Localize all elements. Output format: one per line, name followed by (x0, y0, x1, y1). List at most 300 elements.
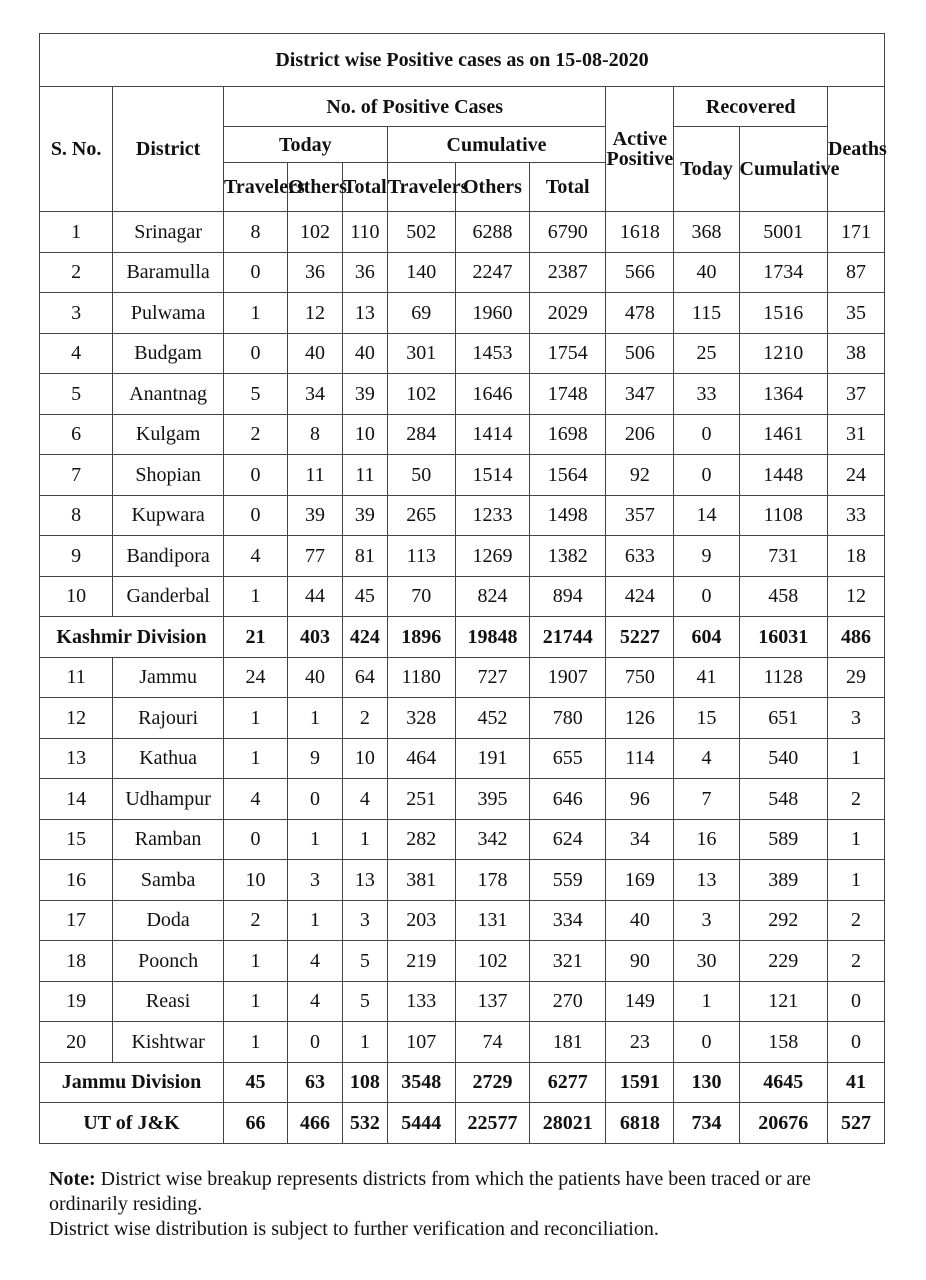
table-row (40, 495, 885, 536)
table-row (40, 576, 885, 617)
cell-active-positive: 506 (606, 333, 674, 374)
cell-recovered-cumulative: 651 (739, 698, 827, 739)
cell-recovered-today: 40 (674, 252, 739, 293)
cell-today-others: 44 (288, 576, 343, 617)
cell-deaths: 1 (827, 819, 884, 860)
cell-active-positive: 566 (606, 252, 674, 293)
cell-today-others: 8 (288, 414, 343, 455)
cell-today-total: 5 (342, 941, 387, 982)
cell-district: Ganderbal (113, 576, 224, 617)
cell-district: Pulwama (113, 293, 224, 334)
cell-cum-total: 2387 (530, 252, 606, 293)
cell-recovered-today: 1 (674, 981, 739, 1022)
cell-cum-total: 780 (530, 698, 606, 739)
cell-cum-others: 1269 (455, 536, 529, 577)
header-recovered: Recovered (674, 87, 828, 127)
table-row (40, 981, 885, 1022)
cell-deaths: 2 (827, 941, 884, 982)
cell-cum-others: 178 (455, 860, 529, 901)
header-recovered-today: Today (674, 127, 739, 212)
cell-today-travelers: 1 (224, 738, 288, 779)
cell-today-others: 11 (288, 455, 343, 496)
cell-cum-travelers: 1896 (387, 617, 455, 658)
table-row (40, 536, 885, 577)
cell-recovered-cumulative: 229 (739, 941, 827, 982)
kashmir-division-row (40, 617, 885, 658)
cell-district: Samba (113, 860, 224, 901)
cell-today-travelers: 10 (224, 860, 288, 901)
cell-today-travelers: 1 (224, 941, 288, 982)
cell-cum-total: 181 (530, 1022, 606, 1063)
cell-active-positive: 169 (606, 860, 674, 901)
cell-today-total: 45 (342, 576, 387, 617)
cell-today-travelers: 0 (224, 333, 288, 374)
table-row (40, 252, 885, 293)
cell-today-others: 4 (288, 941, 343, 982)
cell-district: Anantnag (113, 374, 224, 415)
cell-district: Ramban (113, 819, 224, 860)
cell-today-travelers: 4 (224, 536, 288, 577)
cell-recovered-cumulative: 458 (739, 576, 827, 617)
cell-cum-others: 2729 (455, 1062, 529, 1103)
table-row (40, 414, 885, 455)
cell-cum-total: 646 (530, 779, 606, 820)
cell-district: Baramulla (113, 252, 224, 293)
cell-today-total: 39 (342, 374, 387, 415)
cell-sno: 10 (40, 576, 113, 617)
cell-today-total: 2 (342, 698, 387, 739)
table-row (40, 455, 885, 496)
table-row (40, 374, 885, 415)
cell-cum-total: 894 (530, 576, 606, 617)
cell-recovered-today: 0 (674, 1022, 739, 1063)
cell-deaths: 2 (827, 779, 884, 820)
cell-cum-travelers: 219 (387, 941, 455, 982)
cell-recovered-today: 16 (674, 819, 739, 860)
cell-active-positive: 149 (606, 981, 674, 1022)
cell-cum-others: 1646 (455, 374, 529, 415)
cell-deaths: 24 (827, 455, 884, 496)
cell-recovered-today: 15 (674, 698, 739, 739)
cell-cum-travelers: 282 (387, 819, 455, 860)
cell-today-total: 13 (342, 293, 387, 334)
cell-district: Jammu (113, 657, 224, 698)
cell-recovered-today: 4 (674, 738, 739, 779)
cell-deaths: 87 (827, 252, 884, 293)
cell-today-others: 1 (288, 819, 343, 860)
cell-deaths: 1 (827, 860, 884, 901)
cell-today-travelers: 66 (224, 1103, 288, 1144)
table-row (40, 819, 885, 860)
cell-today-others: 34 (288, 374, 343, 415)
header-cumulative: Cumulative (387, 127, 606, 163)
cell-district: Kathua (113, 738, 224, 779)
cell-deaths: 0 (827, 1022, 884, 1063)
cell-sno: 19 (40, 981, 113, 1022)
cell-active-positive: 92 (606, 455, 674, 496)
cell-active-positive: 96 (606, 779, 674, 820)
cell-cum-others: 6288 (455, 212, 529, 253)
cell-cum-travelers: 5444 (387, 1103, 455, 1144)
cell-today-travelers: 1 (224, 1022, 288, 1063)
cell-cum-travelers: 70 (387, 576, 455, 617)
cell-district: Shopian (113, 455, 224, 496)
cell-today-total: 10 (342, 414, 387, 455)
cell-deaths: 1 (827, 738, 884, 779)
cell-recovered-cumulative: 1128 (739, 657, 827, 698)
cell-sno: 9 (40, 536, 113, 577)
cell-cum-travelers: 140 (387, 252, 455, 293)
cell-deaths: 35 (827, 293, 884, 334)
cell-today-others: 77 (288, 536, 343, 577)
cell-cum-travelers: 381 (387, 860, 455, 901)
cell-today-travelers: 4 (224, 779, 288, 820)
cell-today-travelers: 2 (224, 414, 288, 455)
cell-recovered-today: 604 (674, 617, 739, 658)
note-line-1 (49, 1167, 889, 1217)
cell-recovered-cumulative: 158 (739, 1022, 827, 1063)
cell-active-positive: 1618 (606, 212, 674, 253)
cell-deaths: 31 (827, 414, 884, 455)
cell-recovered-cumulative: 548 (739, 779, 827, 820)
cell-today-others: 403 (288, 617, 343, 658)
cell-recovered-cumulative: 5001 (739, 212, 827, 253)
cell-cum-total: 334 (530, 900, 606, 941)
table-row (40, 941, 885, 982)
cell-recovered-today: 734 (674, 1103, 739, 1144)
cell-recovered-today: 41 (674, 657, 739, 698)
cell-cum-total: 6790 (530, 212, 606, 253)
cell-sno: 8 (40, 495, 113, 536)
cell-deaths: 527 (827, 1103, 884, 1144)
cell-today-others: 466 (288, 1103, 343, 1144)
cell-active-positive: 357 (606, 495, 674, 536)
cell-recovered-cumulative: 589 (739, 819, 827, 860)
cell-sno: 18 (40, 941, 113, 982)
cell-recovered-today: 130 (674, 1062, 739, 1103)
cell-today-travelers: 1 (224, 576, 288, 617)
cell-cum-others: 342 (455, 819, 529, 860)
cell-active-positive: 750 (606, 657, 674, 698)
cell-sno: 12 (40, 698, 113, 739)
cell-cum-travelers: 113 (387, 536, 455, 577)
header-district: District (113, 87, 224, 212)
cell-label: Kashmir Division (40, 617, 224, 658)
cell-today-others: 3 (288, 860, 343, 901)
cell-recovered-cumulative: 731 (739, 536, 827, 577)
cell-sno: 3 (40, 293, 113, 334)
header-deaths: Deaths (827, 87, 884, 212)
cell-cum-total: 1754 (530, 333, 606, 374)
cell-today-total: 1 (342, 1022, 387, 1063)
cell-today-travelers: 0 (224, 495, 288, 536)
cell-today-others: 0 (288, 779, 343, 820)
cell-district: Budgam (113, 333, 224, 374)
cell-deaths: 0 (827, 981, 884, 1022)
cell-today-total: 36 (342, 252, 387, 293)
cell-district: Udhampur (113, 779, 224, 820)
cell-today-total: 4 (342, 779, 387, 820)
header-cum-total: Total (530, 163, 606, 212)
cell-active-positive: 6818 (606, 1103, 674, 1144)
cell-active-positive: 34 (606, 819, 674, 860)
cell-cum-others: 727 (455, 657, 529, 698)
cell-active-positive: 90 (606, 941, 674, 982)
header-positive-cases: No. of Positive Cases (224, 87, 606, 127)
table-title: District wise Positive cases as on 15-08-2020 (40, 34, 885, 87)
cell-active-positive: 206 (606, 414, 674, 455)
cell-today-total: 39 (342, 495, 387, 536)
cell-sno: 4 (40, 333, 113, 374)
cell-cum-travelers: 3548 (387, 1062, 455, 1103)
cell-today-travelers: 5 (224, 374, 288, 415)
table-row (40, 1022, 885, 1063)
cell-today-travelers: 24 (224, 657, 288, 698)
cell-sno: 11 (40, 657, 113, 698)
cell-deaths: 37 (827, 374, 884, 415)
cell-district: Reasi (113, 981, 224, 1022)
cell-cum-others: 19848 (455, 617, 529, 658)
cell-active-positive: 633 (606, 536, 674, 577)
cases-table (39, 33, 885, 1144)
cell-today-total: 424 (342, 617, 387, 658)
cell-cum-others: 22577 (455, 1103, 529, 1144)
cell-deaths: 38 (827, 333, 884, 374)
header-today-total: Total (342, 163, 387, 212)
cell-today-others: 1 (288, 900, 343, 941)
cell-today-others: 63 (288, 1062, 343, 1103)
header-active-positive: Active Positive (606, 87, 674, 212)
cell-sno: 1 (40, 212, 113, 253)
cell-cum-travelers: 502 (387, 212, 455, 253)
cell-cum-travelers: 464 (387, 738, 455, 779)
cell-recovered-today: 368 (674, 212, 739, 253)
cell-district: Kulgam (113, 414, 224, 455)
cell-today-others: 39 (288, 495, 343, 536)
cell-today-total: 3 (342, 900, 387, 941)
cell-active-positive: 5227 (606, 617, 674, 658)
cell-recovered-cumulative: 1210 (739, 333, 827, 374)
cell-sno: 2 (40, 252, 113, 293)
cell-cum-others: 2247 (455, 252, 529, 293)
cell-recovered-cumulative: 1516 (739, 293, 827, 334)
cell-today-travelers: 2 (224, 900, 288, 941)
cell-recovered-cumulative: 1734 (739, 252, 827, 293)
cell-cum-total: 270 (530, 981, 606, 1022)
cell-today-others: 40 (288, 333, 343, 374)
cell-sno: 15 (40, 819, 113, 860)
cell-recovered-cumulative: 389 (739, 860, 827, 901)
note-line-2: District wise distribution is subject to further verification and reconciliation. (49, 1218, 659, 1240)
cell-today-others: 40 (288, 657, 343, 698)
cell-deaths: 41 (827, 1062, 884, 1103)
cell-active-positive: 478 (606, 293, 674, 334)
cell-cum-travelers: 69 (387, 293, 455, 334)
cell-today-travelers: 1 (224, 981, 288, 1022)
cell-recovered-today: 115 (674, 293, 739, 334)
cell-today-total: 5 (342, 981, 387, 1022)
cell-recovered-today: 0 (674, 455, 739, 496)
cell-today-total: 110 (342, 212, 387, 253)
header-today-travelers: Travelers (224, 163, 288, 212)
cell-today-total: 10 (342, 738, 387, 779)
cell-today-travelers: 45 (224, 1062, 288, 1103)
table-row (40, 900, 885, 941)
cell-cum-total: 1382 (530, 536, 606, 577)
cell-sno: 16 (40, 860, 113, 901)
cell-district: Kishtwar (113, 1022, 224, 1063)
cell-today-travelers: 21 (224, 617, 288, 658)
cell-recovered-today: 33 (674, 374, 739, 415)
cell-active-positive: 40 (606, 900, 674, 941)
cell-today-others: 9 (288, 738, 343, 779)
cell-recovered-today: 7 (674, 779, 739, 820)
cell-cum-others: 131 (455, 900, 529, 941)
cell-today-total: 1 (342, 819, 387, 860)
cell-cum-total: 28021 (530, 1103, 606, 1144)
cell-recovered-today: 3 (674, 900, 739, 941)
cell-today-travelers: 8 (224, 212, 288, 253)
cell-today-total: 532 (342, 1103, 387, 1144)
cell-cum-travelers: 251 (387, 779, 455, 820)
cell-cum-travelers: 203 (387, 900, 455, 941)
cell-cum-others: 1514 (455, 455, 529, 496)
cell-deaths: 486 (827, 617, 884, 658)
cell-recovered-today: 9 (674, 536, 739, 577)
cell-recovered-today: 25 (674, 333, 739, 374)
cell-cum-total: 321 (530, 941, 606, 982)
cell-today-travelers: 1 (224, 293, 288, 334)
cell-active-positive: 23 (606, 1022, 674, 1063)
cell-recovered-cumulative: 1448 (739, 455, 827, 496)
cell-cum-travelers: 133 (387, 981, 455, 1022)
cell-recovered-today: 0 (674, 576, 739, 617)
cell-recovered-cumulative: 540 (739, 738, 827, 779)
cell-sno: 17 (40, 900, 113, 941)
cell-district: Rajouri (113, 698, 224, 739)
cell-cum-travelers: 301 (387, 333, 455, 374)
table-row (40, 698, 885, 739)
cell-sno: 7 (40, 455, 113, 496)
jammu-division-row (40, 1062, 885, 1103)
table-row (40, 860, 885, 901)
cell-recovered-cumulative: 1461 (739, 414, 827, 455)
ut-total-row (40, 1103, 885, 1144)
cell-cum-total: 1564 (530, 455, 606, 496)
header-recovered-cumulative: Cumulative (739, 127, 827, 212)
cell-recovered-cumulative: 20676 (739, 1103, 827, 1144)
cell-today-travelers: 0 (224, 455, 288, 496)
cell-cum-others: 102 (455, 941, 529, 982)
table-row (40, 293, 885, 334)
note-text-1: District wise breakup represents districts from which the patients have been traced or are ordinarily residing. (49, 1168, 811, 1215)
cell-cum-total: 6277 (530, 1062, 606, 1103)
header-cum-travelers: Travelers (387, 163, 455, 212)
cell-deaths: 12 (827, 576, 884, 617)
cell-deaths: 29 (827, 657, 884, 698)
cell-recovered-cumulative: 16031 (739, 617, 827, 658)
header-cum-others: Others (455, 163, 529, 212)
cell-cum-others: 1960 (455, 293, 529, 334)
cell-cum-total: 655 (530, 738, 606, 779)
cell-district: Poonch (113, 941, 224, 982)
cell-deaths: 2 (827, 900, 884, 941)
cell-recovered-cumulative: 1364 (739, 374, 827, 415)
cell-cum-total: 1498 (530, 495, 606, 536)
cell-today-others: 4 (288, 981, 343, 1022)
cell-deaths: 33 (827, 495, 884, 536)
cell-recovered-today: 13 (674, 860, 739, 901)
cell-cum-others: 1453 (455, 333, 529, 374)
cell-cum-others: 395 (455, 779, 529, 820)
cell-deaths: 18 (827, 536, 884, 577)
cell-today-total: 81 (342, 536, 387, 577)
cell-recovered-cumulative: 292 (739, 900, 827, 941)
cell-today-others: 102 (288, 212, 343, 253)
cell-today-total: 108 (342, 1062, 387, 1103)
table-row (40, 212, 885, 253)
cell-recovered-cumulative: 4645 (739, 1062, 827, 1103)
cell-sno: 6 (40, 414, 113, 455)
table-row (40, 738, 885, 779)
cell-cum-total: 1907 (530, 657, 606, 698)
cell-cum-total: 21744 (530, 617, 606, 658)
cell-active-positive: 424 (606, 576, 674, 617)
cell-today-travelers: 0 (224, 819, 288, 860)
note (49, 1167, 889, 1242)
cell-cum-others: 824 (455, 576, 529, 617)
cell-active-positive: 126 (606, 698, 674, 739)
cell-sno: 20 (40, 1022, 113, 1063)
cell-active-positive: 1591 (606, 1062, 674, 1103)
cell-cum-others: 137 (455, 981, 529, 1022)
cell-cum-others: 1233 (455, 495, 529, 536)
cell-active-positive: 347 (606, 374, 674, 415)
cell-today-others: 0 (288, 1022, 343, 1063)
cell-sno: 14 (40, 779, 113, 820)
cell-recovered-today: 14 (674, 495, 739, 536)
cell-cum-travelers: 102 (387, 374, 455, 415)
header-today-others: Others (288, 163, 343, 212)
cell-cum-travelers: 1180 (387, 657, 455, 698)
cell-today-total: 11 (342, 455, 387, 496)
header-today: Today (224, 127, 388, 163)
cell-recovered-today: 0 (674, 414, 739, 455)
cell-today-travelers: 1 (224, 698, 288, 739)
cell-recovered-cumulative: 121 (739, 981, 827, 1022)
cell-today-travelers: 0 (224, 252, 288, 293)
cell-cum-total: 1748 (530, 374, 606, 415)
cell-cum-travelers: 107 (387, 1022, 455, 1063)
cell-label: UT of J&K (40, 1103, 224, 1144)
cell-cum-others: 1414 (455, 414, 529, 455)
cell-cum-others: 191 (455, 738, 529, 779)
table-row (40, 779, 885, 820)
cell-cum-total: 1698 (530, 414, 606, 455)
cell-recovered-cumulative: 1108 (739, 495, 827, 536)
cell-active-positive: 114 (606, 738, 674, 779)
table-row (40, 333, 885, 374)
cell-cum-travelers: 50 (387, 455, 455, 496)
note-label: Note: (49, 1168, 96, 1190)
cell-recovered-today: 30 (674, 941, 739, 982)
cell-district: Doda (113, 900, 224, 941)
cell-today-total: 40 (342, 333, 387, 374)
cell-cum-total: 2029 (530, 293, 606, 334)
cell-today-total: 64 (342, 657, 387, 698)
cell-today-total: 13 (342, 860, 387, 901)
cell-sno: 5 (40, 374, 113, 415)
